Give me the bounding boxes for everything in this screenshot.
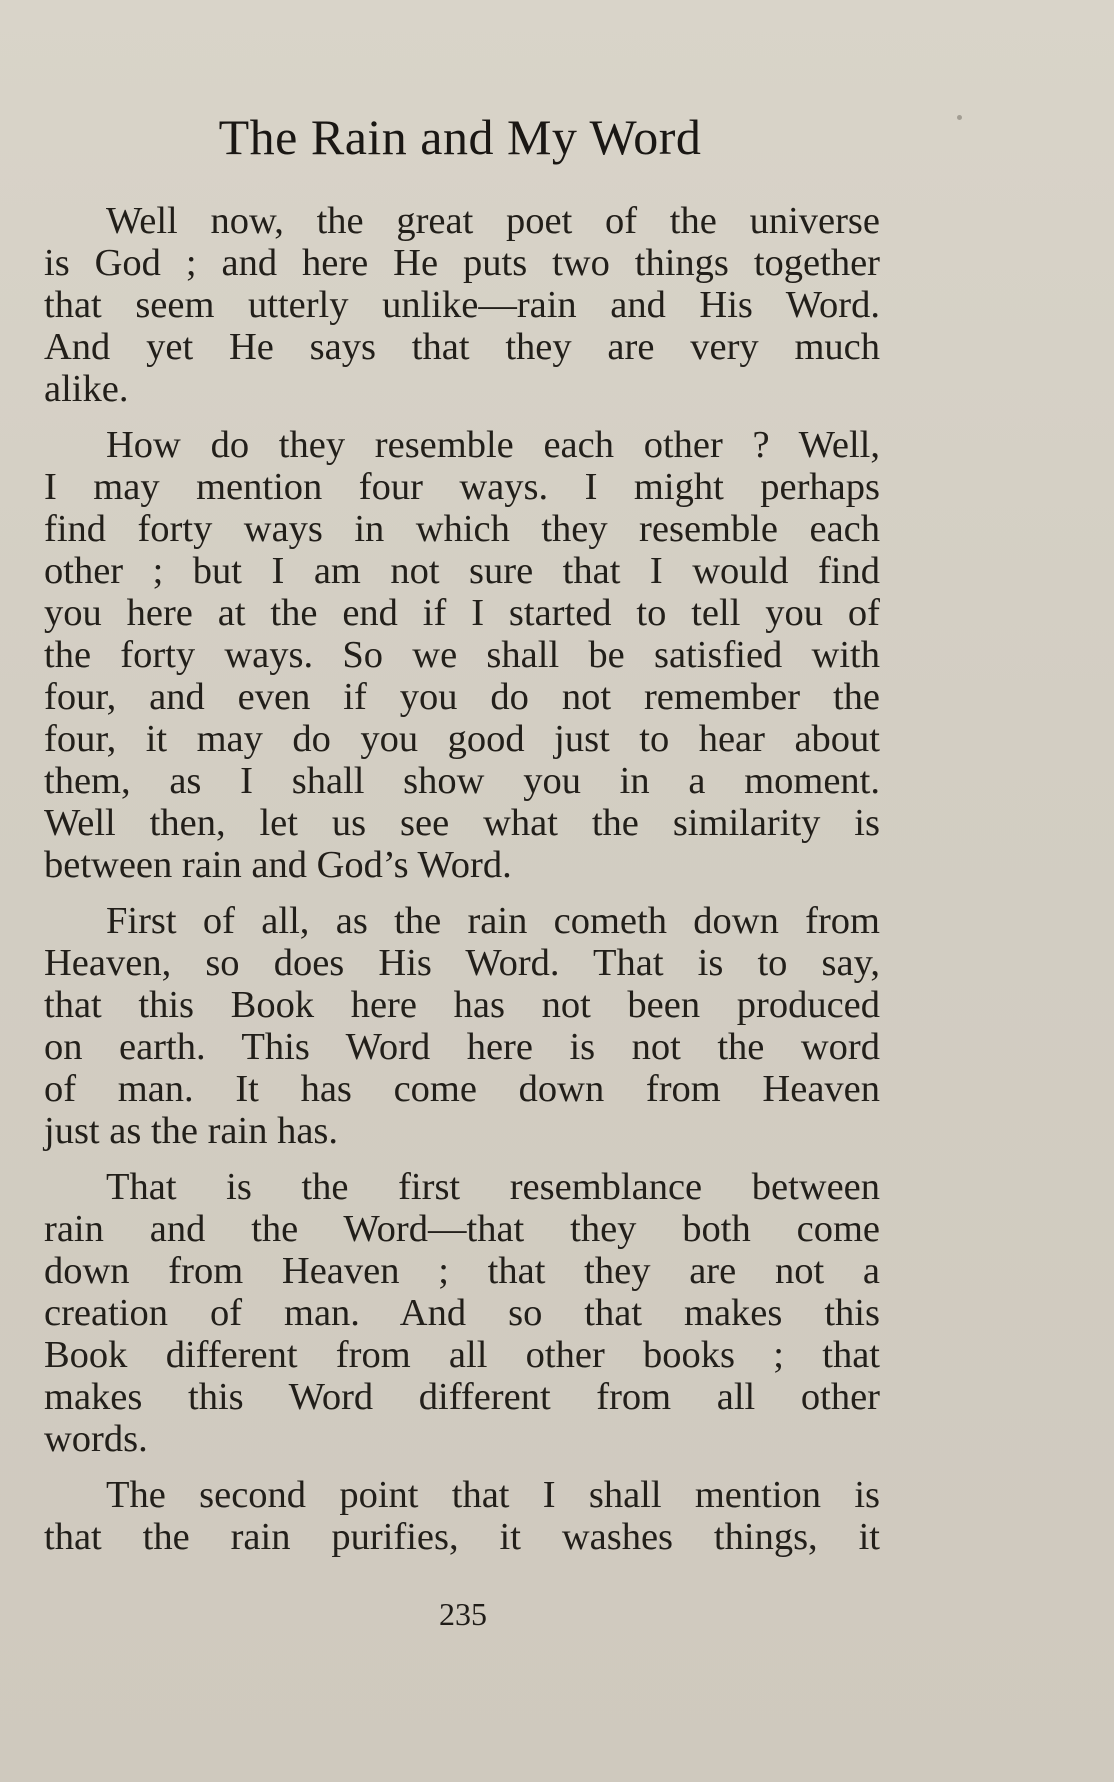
text-line: find forty ways in which they resemble each [44,508,880,550]
paragraph [44,1474,880,1558]
text-line: I may mention four ways. I might perhaps [44,466,880,508]
page-number: 235 [439,1596,487,1632]
paragraph [44,1166,880,1460]
text-line: Book different from all other books ; that [44,1334,880,1376]
paragraph [44,200,880,410]
text-line: that seem utterly unlike—rain and His Word. [44,284,880,326]
text-line: that the rain purifies, it washes things, it [44,1516,880,1558]
text-line: alike. [44,368,129,410]
text-line: Well then, let us see what the similarity is [44,802,880,844]
text-line: you here at the end if I started to tell you of [44,592,880,634]
text-line: words. [44,1418,148,1460]
text-line: The second point that I shall mention is [106,1474,880,1516]
paragraph [44,424,880,886]
text-line: between rain and God’s Word. [44,844,512,886]
text-line: is God ; and here He puts two things together [44,242,880,284]
paper-speck [957,115,962,120]
text-line: creation of man. And so that makes this [44,1292,880,1334]
text-line: just as the rain has. [44,1110,339,1152]
text-line: four, it may do you good just to hear about [44,718,880,760]
text-line: that this Book here has not been produced [44,984,880,1026]
text-line: First of all, as the rain cometh down from [106,900,880,942]
text-line: How do they resemble each other ? Well, [106,424,880,466]
text-line: makes this Word different from all other [44,1376,880,1418]
text-line: down from Heaven ; that they are not a [44,1250,880,1292]
body-text [44,200,880,1572]
text-line: rain and the Word—that they both come [44,1208,880,1250]
text-line: other ; but I am not sure that I would find [44,550,880,592]
text-line: That is the first resemblance between [106,1166,880,1208]
text-line: the forty ways. So we shall be satisfied with [44,634,880,676]
text-line: And yet He says that they are very much [44,326,880,368]
text-line: them, as I shall show you in a moment. [44,760,880,802]
text-line: Well now, the great poet of the universe [106,200,880,242]
running-head-title: The Rain and My Word [218,109,702,165]
text-line: four, and even if you do not remember the [44,676,880,718]
paragraph [44,900,880,1152]
text-line: Heaven, so does His Word. That is to say, [44,942,880,984]
text-line: of man. It has come down from Heaven [44,1068,880,1110]
text-line: on earth. This Word here is not the word [44,1026,880,1068]
